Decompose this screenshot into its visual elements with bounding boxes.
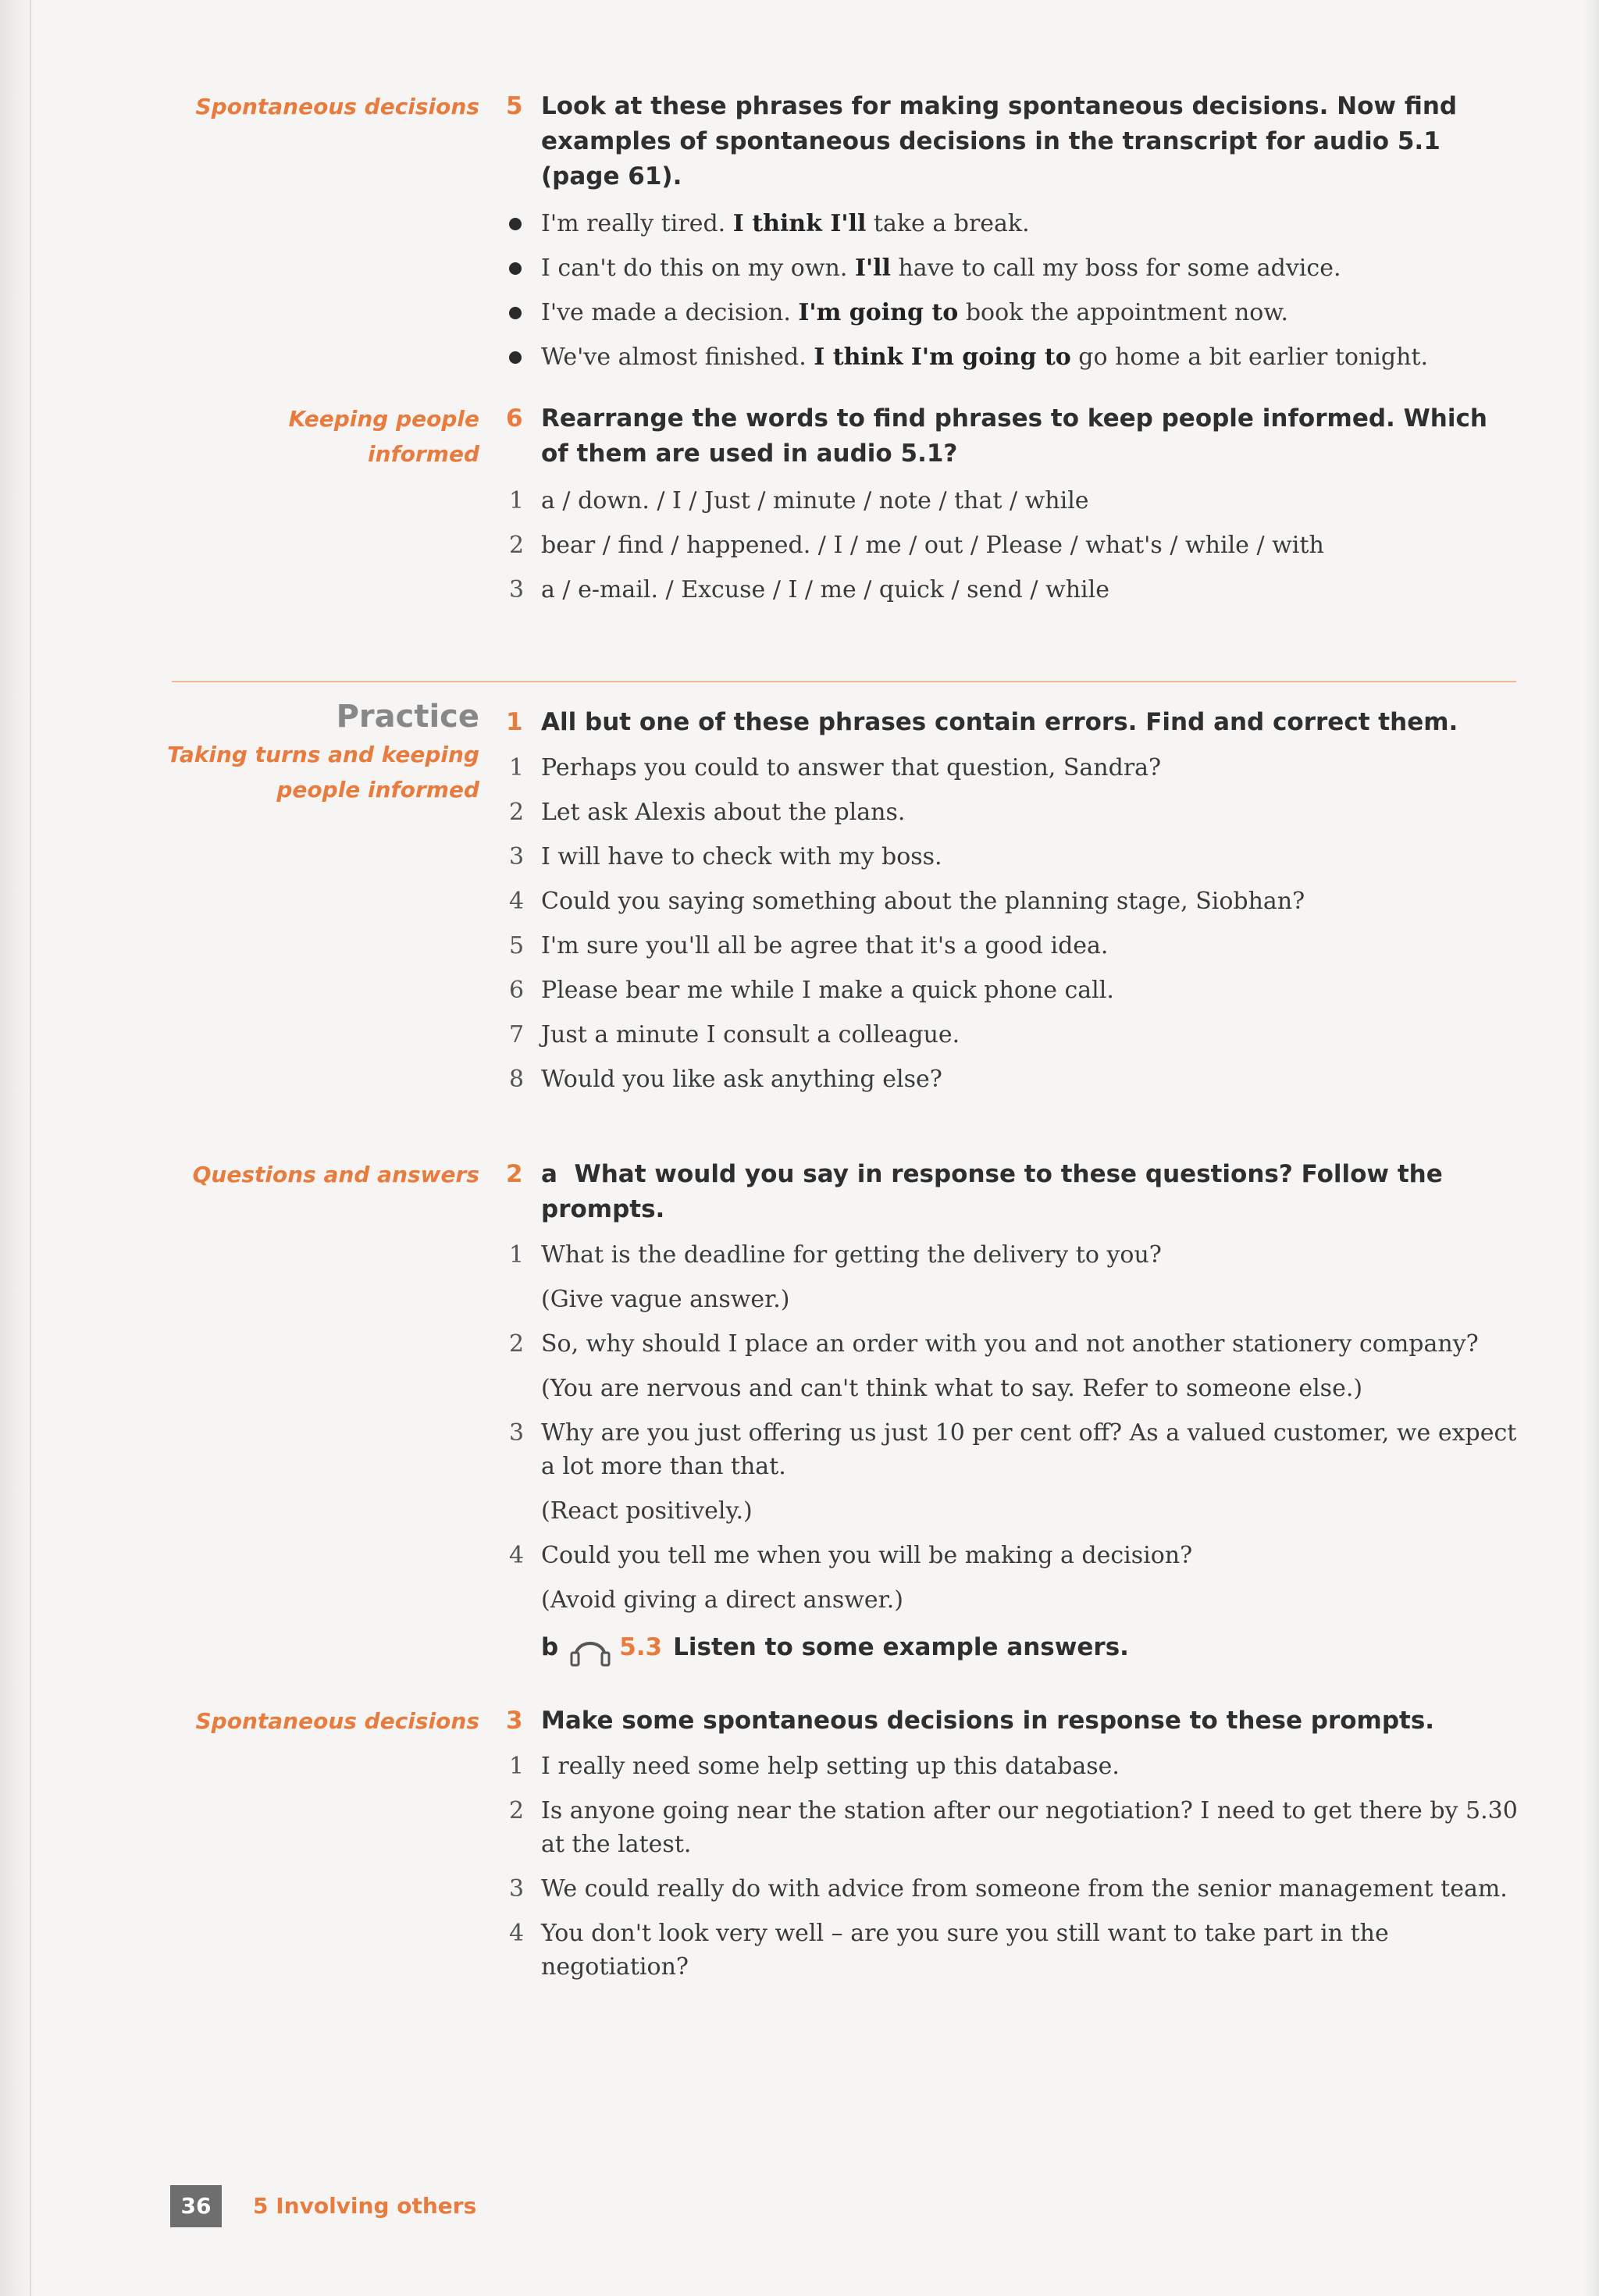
list-item: 8 Would you like ask anything else? bbox=[509, 1066, 942, 1093]
numbered-list bbox=[506, 484, 1521, 607]
exercise-number: 6 bbox=[506, 404, 523, 433]
list-item: I can't do this on my own. I'll have to call my boss for some advice. bbox=[506, 251, 1521, 285]
side-label-keeping-people-informed: Keeping people informed bbox=[288, 406, 479, 467]
spine-line bbox=[30, 0, 31, 2296]
list-item: 5 I'm sure you'll all be agree that it's a good idea. bbox=[509, 932, 1109, 959]
exercise-instruction: Look at these phrases for making spontaneous decisions. Now find examples of spontaneous decisions in the transcript for audio 5.1 (page 61). bbox=[541, 92, 1458, 190]
exercise-number: 1 bbox=[506, 708, 523, 736]
exercise-instruction: What would you say in response to these questions? Follow the prompts. bbox=[541, 1160, 1443, 1223]
prompt-text: (Give vague answer.) bbox=[541, 1286, 790, 1313]
list-item: 4 Could you saying something about the planning stage, Siobhan? bbox=[509, 888, 1305, 915]
list-item: 4 Could you tell me when you will be making a decision? (Avoid giving a direct answer.) bbox=[506, 1539, 1521, 1617]
list-item: 3 a / e-mail. / Excuse / I / me / quick / send / while bbox=[509, 576, 1109, 603]
side-label-spontaneous-decisions: Spontaneous decisions bbox=[195, 1708, 479, 1734]
audio-track-number: 5.3 bbox=[619, 1632, 663, 1661]
list-item: 2 bear / find / happened. / I / me / out / Please / what's / while / with bbox=[509, 532, 1324, 559]
exercise-instruction: Rearrange the words to find phrases to keep people informed. Which of them are used in audio 5.1? bbox=[541, 404, 1487, 468]
practice-exercise-3 bbox=[506, 1703, 1521, 1995]
exercise-6 bbox=[506, 401, 1521, 618]
headphones-icon bbox=[568, 1628, 613, 1667]
list-item: 3 We could really do with advice from someone from the senior management team. bbox=[509, 1875, 1508, 1903]
exercise-number: 5 bbox=[506, 92, 523, 120]
practice-heading: Practice bbox=[336, 699, 479, 735]
part-letter: b bbox=[541, 1632, 559, 1661]
numbered-list bbox=[506, 751, 1521, 1096]
list-item: 2 Is anyone going near the station after our negotiation? I need to get there by 5.30 at the latest. bbox=[509, 1797, 1518, 1858]
unit-title: 5 Involving others bbox=[253, 2193, 477, 2219]
practice-exercise-2 bbox=[506, 1157, 1521, 1667]
exercise-heading bbox=[506, 89, 1521, 194]
list-item: 7 Just a minute I consult a colleague. bbox=[509, 1021, 960, 1048]
prompt-text: (Avoid giving a direct answer.) bbox=[541, 1586, 903, 1614]
page-number: 36 bbox=[170, 2185, 222, 2227]
exercise-number: 2 bbox=[506, 1160, 523, 1188]
list-item: 1 Perhaps you could to answer that question, Sandra? bbox=[509, 754, 1162, 781]
side-label-questions-and-answers: Questions and answers bbox=[192, 1162, 479, 1187]
practice-exercise-1 bbox=[506, 705, 1521, 1107]
page-edge-shadow bbox=[1583, 0, 1599, 2296]
list-item: 2 Let ask Alexis about the plans. bbox=[509, 799, 906, 826]
exercise-heading bbox=[506, 1703, 1521, 1739]
list-item: I'm really tired. I think I'll take a break. bbox=[506, 207, 1521, 240]
exercise-number: 3 bbox=[506, 1707, 523, 1735]
part-letter: a bbox=[541, 1160, 557, 1188]
list-item: 1 What is the deadline for getting the delivery to you? (Give vague answer.) bbox=[506, 1238, 1521, 1316]
side-label-taking-turns: Taking turns and keeping people informed bbox=[167, 742, 479, 803]
exercise-heading bbox=[506, 705, 1521, 740]
list-item: We've almost finished. I think I'm going to go home a bit earlier tonight. bbox=[506, 340, 1521, 374]
exercise-instruction: Make some spontaneous decisions in response to these prompts. bbox=[541, 1707, 1435, 1735]
list-item: 1 a / down. / I / Just / minute / note / that / while bbox=[509, 487, 1089, 514]
list-item: 2 So, why should I place an order with you and not another stationery company? (You are nervous and can't think what to say. Refer to someone else.) bbox=[506, 1327, 1521, 1405]
listen-instruction: b 5.3 Listen to some example answers. bbox=[506, 1628, 1521, 1667]
prompt-text: (You are nervous and can't think what to say. Refer to someone else.) bbox=[541, 1375, 1363, 1402]
list-item: 1 I really need some help setting up this database. bbox=[509, 1753, 1120, 1780]
list-item: 4 You don't look very well – are you sure you still want to take part in the negotiation? bbox=[509, 1920, 1389, 1981]
exercise-instruction: All but one of these phrases contain errors. Find and correct them. bbox=[541, 708, 1458, 736]
bullet-icon bbox=[509, 307, 522, 319]
numbered-list bbox=[506, 1238, 1521, 1617]
list-item: I've made a decision. I'm going to book the appointment now. bbox=[506, 296, 1521, 329]
exercise-heading bbox=[506, 1157, 1521, 1227]
numbered-list bbox=[506, 1750, 1521, 1984]
bullet-icon bbox=[509, 218, 522, 230]
exercise-heading bbox=[506, 401, 1521, 472]
bullet-icon bbox=[509, 351, 522, 364]
list-item: 6 Please bear me while I make a quick phone call. bbox=[509, 977, 1114, 1004]
list-item: 3 Why are you just offering us just 10 per cent off? As a valued customer, we expect a lot more than that. (React positively.) bbox=[506, 1416, 1521, 1528]
bullet-list bbox=[506, 207, 1521, 374]
section-divider bbox=[172, 681, 1516, 682]
exercise-5 bbox=[506, 89, 1521, 385]
bullet-icon bbox=[509, 262, 522, 275]
prompt-text: (React positively.) bbox=[541, 1497, 753, 1525]
side-label-spontaneous-decisions: Spontaneous decisions bbox=[195, 94, 479, 119]
list-item: 3 I will have to check with my boss. bbox=[509, 843, 942, 870]
